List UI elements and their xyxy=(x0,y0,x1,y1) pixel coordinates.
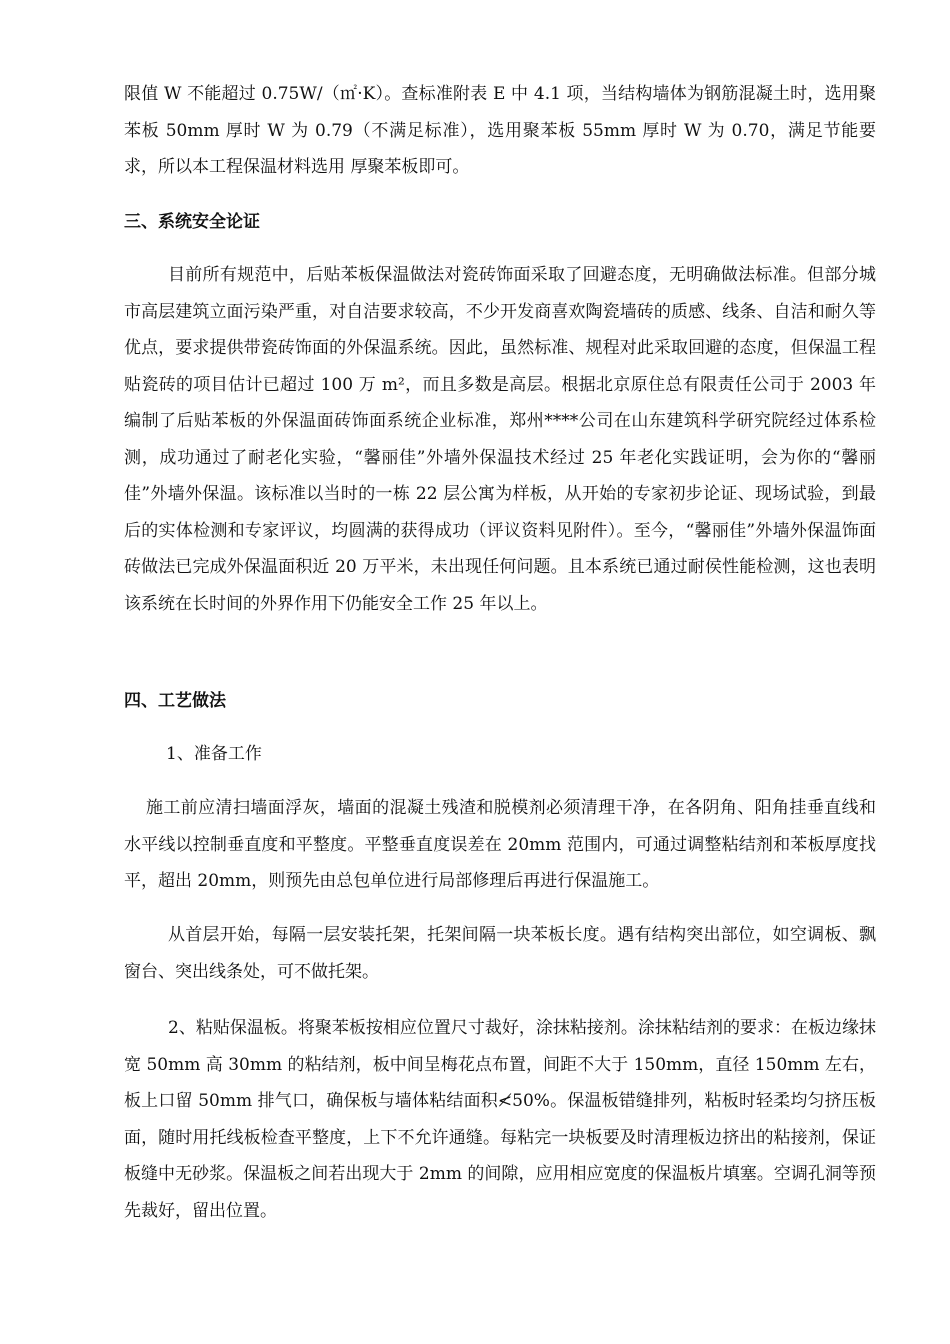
paragraph-bracket-install: 从首层开始，每隔一层安装托架，托架间隔一块苯板长度。遇有结构突出部位，如空调板、飘窗台、突出线条处，可不做托架。 xyxy=(124,925,876,982)
section-heading-process: 四、工艺做法 xyxy=(124,691,226,711)
paragraph-board-pasting: 2、粘贴保温板。将聚苯板按相应位置尺寸裁好，涂抹粘接剂。涂抹粘结剂的要求：在板边缘抹宽 50mm 高 30mm 的粘结剂，板中间呈梅花点布置，间距不大于 150mm，直径 150mm 左右，板上口留 50mm 排气口，确保板与墙体粘结面积≮50%。保温板错缝排列，粘板时轻柔均匀挤压板面，随时用托线板检查平整度，上下不允许通缝。每粘完一块板要及时清理板边挤出的粘接剂，保证板缝中无砂浆。保温板之间若出现大于 2mm 的间隙，应用相应宽度的保温板片填塞。空调孔洞等预先裁好，留出位置。 xyxy=(124,1018,876,1221)
paragraph-energy-requirement: 限值 W 不能超过 0.75W/（㎡·K）。查标准附表 E 中 4.1 项，当结构墙体为钢筋混凝土时，选用聚苯板 50mm 厚时 W 为 0.79（不满足标准），选用聚苯板 55mm 厚时 W 为 0.70，满足节能要求，所以本工程保温材料选用 厚聚苯板即可。 xyxy=(124,84,876,177)
subheading-preparation: 1、准备工作 xyxy=(166,744,262,764)
section-heading-system-safety: 三、系统安全论证 xyxy=(124,212,260,232)
paragraph-preparation: 施工前应清扫墙面浮灰，墙面的混凝土残渣和脱模剂必须清理干净，在各阴角、阳角挂垂直线和水平线以控制垂直度和平整度。平整垂直度误差在 20mm 范围内，可通过调整粘结剂和苯板厚度找平，超出 20mm，则预先由总包单位进行局部修理后再进行保温施工。 xyxy=(124,798,876,891)
paragraph-system-safety: 目前所有规范中，后贴苯板保温做法对瓷砖饰面采取了回避态度，无明确做法标准。但部分城市高层建筑立面污染严重，对自洁要求较高，不少开发商喜欢陶瓷墙砖的质感、线条、自洁和耐久等优点，要求提供带瓷砖饰面的外保温系统。因此，虽然标准、规程对此采取回避的态度，但保温工程贴瓷砖的项目估计已超过 100 万 m²，而且多数是高层。根据北京原住总有限责任公司于 2003 年编制了后贴苯板的外保温面砖饰面系统企业标准，郑州****公司在山东建筑科学研究院经过体系检测，成功通过了耐老化实验，“馨丽佳”外墙外保温技术经过 25 年老化实践证明，会为你的“馨丽佳”外墙外保温。该标准以当时的一栋 22 层公寓为样板，从开始的专家初步论证、现场试验，到最后的实体检测和专家评议，均圆满的获得成功（评议资料见附件）。至今，“馨丽佳”外墙外保温饰面砖做法已完成外保温面积近 20 万平米，未出现任何问题。且本系统已通过耐侯性能检测，这也表明该系统在长时间的外界作用下仍能安全工作 25 年以上。 xyxy=(124,265,876,614)
